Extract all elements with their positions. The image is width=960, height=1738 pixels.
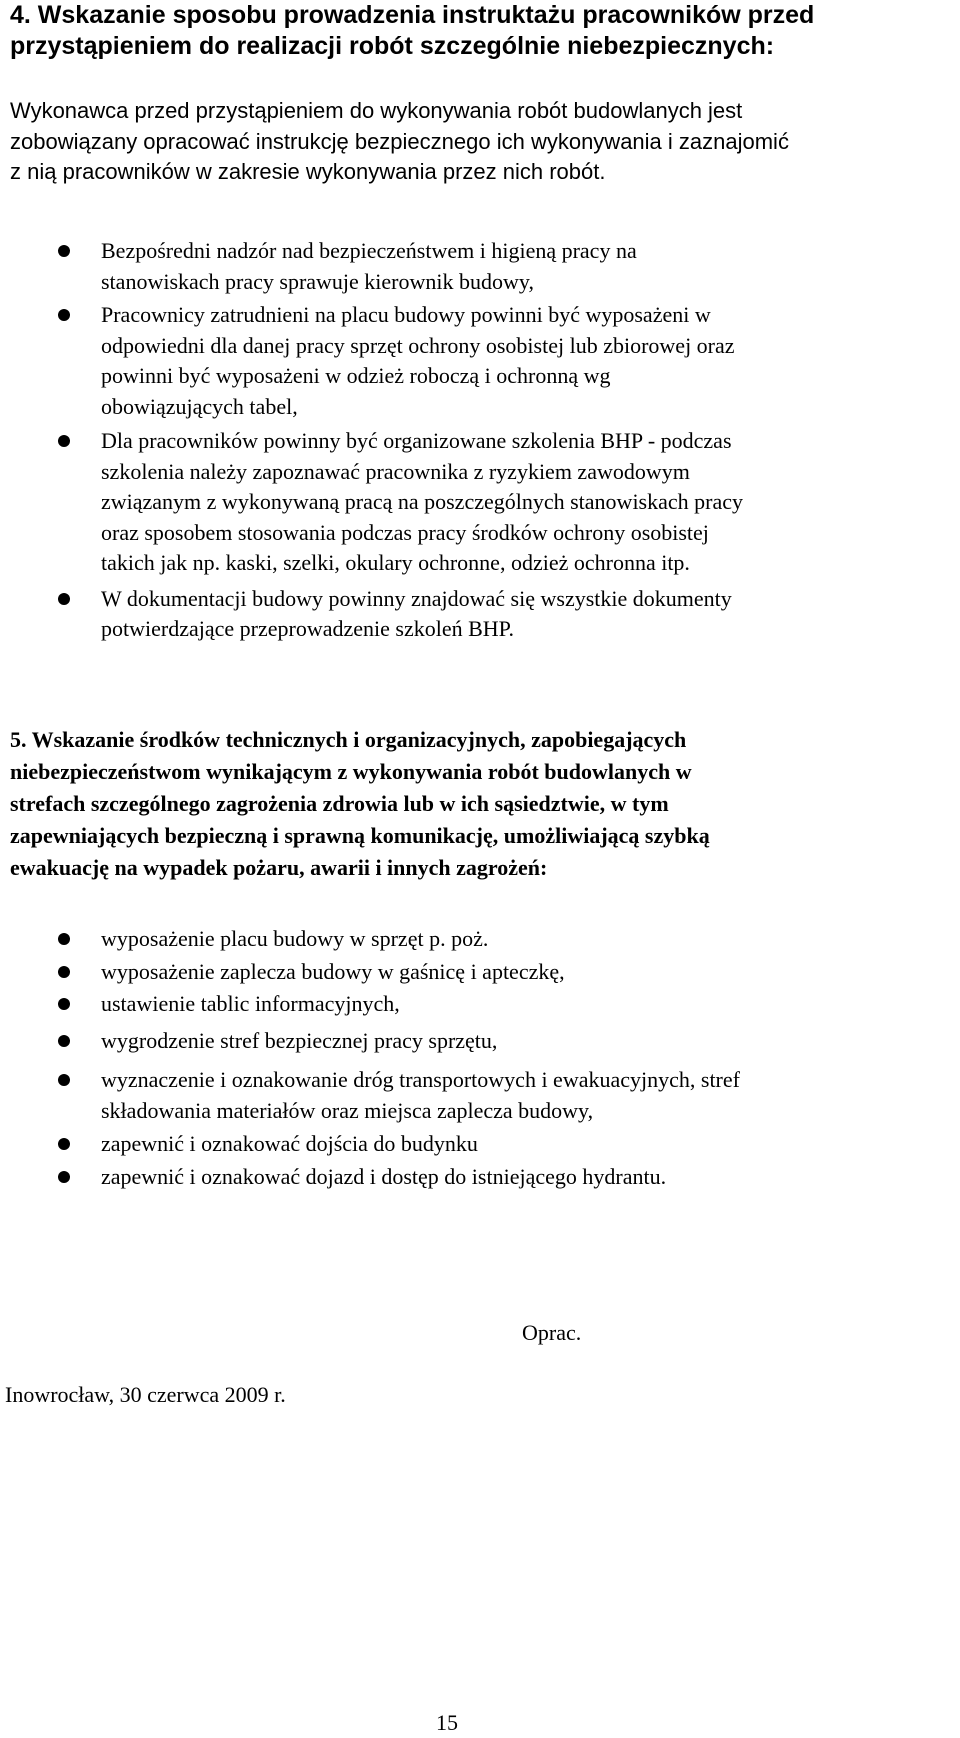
list-item	[0, 989, 960, 1020]
section-5-heading-line: strefach szczególnego zagrożenia zdrowia lub w ich sąsiedztwie, w tym	[10, 791, 669, 816]
section-4-intro	[10, 96, 940, 188]
list-item	[0, 1026, 960, 1057]
bullet-icon	[58, 309, 70, 321]
section-4-heading-line: przystąpieniem do realizacji robót szczególnie niebezpiecznych:	[10, 32, 775, 60]
section-5-heading	[10, 724, 950, 884]
list-item-line: zapewnić i oznakować dojścia do budynku	[101, 1131, 478, 1156]
list-item	[0, 236, 960, 297]
prepared-by-label: Oprac.	[522, 1320, 582, 1345]
bullet-icon	[58, 1035, 70, 1047]
list-item	[0, 584, 960, 645]
bullet-icon	[58, 593, 70, 605]
section-5-heading-line: 5. Wskazanie środków technicznych i organizacyjnych, zapobiegających	[10, 727, 687, 752]
list-item-line: odpowiedni dla danej pracy sprzęt ochrony osobistej lub zbiorowej oraz	[101, 332, 735, 358]
bullet-icon	[58, 1138, 70, 1150]
list-item-line: wyznaczenie i oznakowanie dróg transportowych i ewakuacyjnych, stref	[101, 1067, 740, 1092]
bullet-icon	[58, 933, 70, 945]
list-item-line: wyposażenie zaplecza budowy w gaśnicę i apteczkę,	[101, 958, 565, 984]
section-5-heading-line: niebezpieczeństwom wynikającym z wykonywania robót budowlanych w	[10, 759, 692, 784]
bullet-icon	[58, 435, 70, 447]
list-item-line: takich jak np. kaski, szelki, okulary ochronne, odzież ochronna itp.	[101, 550, 690, 575]
list-item-line: potwierdzające przeprowadzenie szkoleń BHP.	[101, 616, 514, 641]
section-4-intro-line: z nią pracowników w zakresie wykonywania przez nich robót.	[10, 159, 606, 184]
list-item	[0, 300, 960, 422]
list-item-line: oraz sposobem stosowania podczas pracy środków ochrony osobistej	[101, 519, 709, 545]
list-item-line: wygrodzenie stref bezpiecznej pracy sprzętu,	[101, 1027, 498, 1053]
page-number: 15	[436, 1710, 458, 1735]
list-item	[0, 1065, 960, 1126]
list-item-line: szkolenia należy zapoznawać pracownika z ryzykiem zawodowym	[101, 458, 690, 484]
section-5-heading-line: ewakuację na wypadek pożaru, awarii i innych zagrożeń:	[10, 855, 548, 880]
list-item-line: związanym z wykonywaną pracą na poszczególnych stanowiskach pracy	[101, 489, 744, 514]
bullet-icon	[58, 1074, 70, 1086]
list-item-line: powinni być wyposażeni w odzież roboczą i ochronną wg	[101, 363, 611, 388]
list-item-line: W dokumentacji budowy powinny znajdować się wszystkie dokumenty	[101, 585, 732, 611]
list-item	[0, 1162, 960, 1193]
list-item-line: stanowiskach pracy sprawuje kierownik budowy,	[101, 268, 534, 294]
section-5-heading-line: zapewniających bezpieczną i sprawną komunikację, umożliwiającą szybką	[10, 823, 710, 848]
section-4-intro-line: zobowiązany opracować instrukcję bezpiecznego ich wykonywania i zaznajomić	[10, 128, 789, 154]
bullet-icon	[58, 245, 70, 257]
list-item	[0, 957, 960, 988]
list-item	[0, 426, 960, 579]
list-item-line: obowiązujących tabel,	[101, 393, 298, 419]
section-4-intro-line: Wykonawca przed przystąpieniem do wykonywania robót budowlanych jest	[10, 98, 743, 123]
list-item-line: Bezpośredni nadzór nad bezpieczeństwem i higieną pracy na	[101, 238, 637, 263]
list-item-line: wyposażenie placu budowy w sprzęt p. poż.	[101, 926, 489, 951]
list-item-line: Pracownicy zatrudnieni na placu budowy powinni być wyposażeni w	[101, 302, 711, 327]
section-4-heading-line: 4. Wskazanie sposobu prowadzenia instruktażu pracowników przed	[10, 1, 815, 29]
list-item-line: zapewnić i oznakować dojazd i dostęp do istniejącego hydrantu.	[101, 1163, 667, 1189]
list-item	[0, 924, 960, 955]
list-item-line: składowania materiałów oraz miejsca zaplecza budowy,	[101, 1097, 594, 1123]
section-4-heading	[10, 0, 940, 62]
list-item	[0, 1129, 960, 1160]
list-item-line: Dla pracowników powinny być organizowane szkolenia BHP - podczas	[101, 428, 732, 453]
bullet-icon	[58, 998, 70, 1010]
section-5-bullet-list	[0, 924, 960, 1192]
place-and-date: Inowrocław, 30 czerwca 2009 r.	[5, 1382, 286, 1407]
list-item-line: ustawienie tablic informacyjnych,	[101, 991, 400, 1016]
bullet-icon	[58, 1171, 70, 1183]
section-4-bullet-list	[0, 236, 960, 645]
bullet-icon	[58, 966, 70, 978]
